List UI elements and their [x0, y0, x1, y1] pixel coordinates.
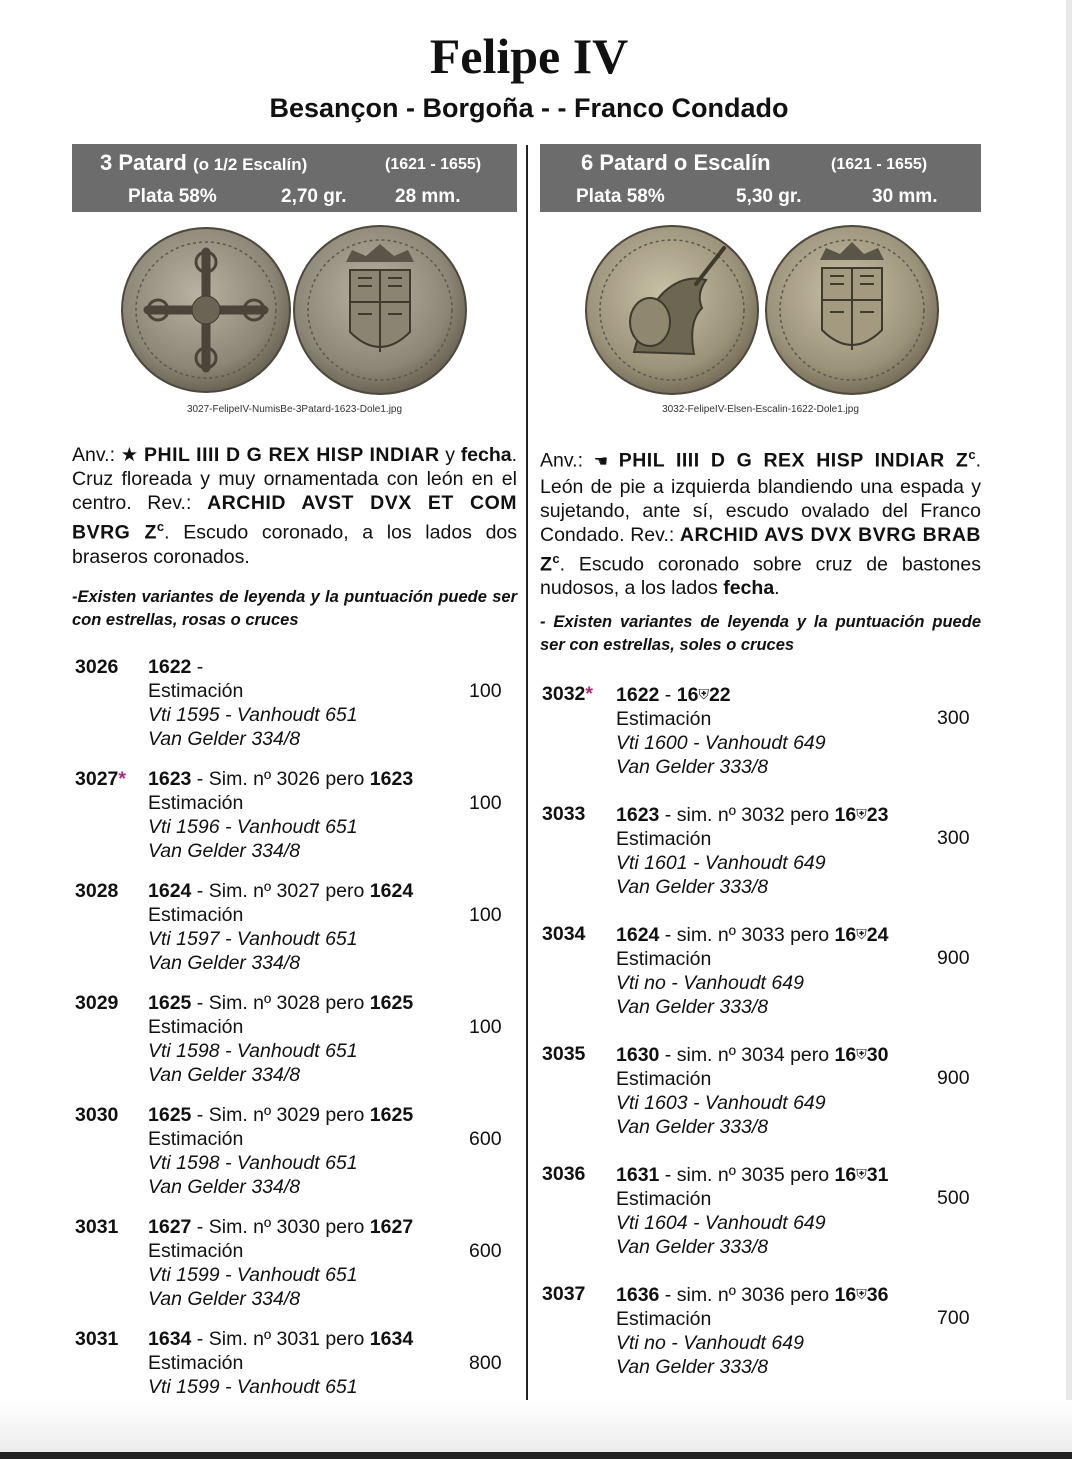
catalog-entry: [72, 879, 517, 979]
entry-title: 1630 - sim. nº 3034 pero 16⛨30: [616, 1044, 889, 1066]
entry-reference-2: Van Gelder 333/8: [616, 756, 769, 778]
estimate-label: Estimación: [148, 1128, 244, 1150]
entry-number: 3029: [75, 992, 119, 1014]
entry-reference-1: Vti 1597 - Vanhoudt 651: [148, 928, 358, 950]
catalog-entry: [540, 922, 981, 1022]
entry-number: 3035: [542, 1043, 586, 1065]
entry-year: 1634: [148, 1328, 192, 1350]
entry-reference-2: Van Gelder 334/8: [148, 952, 301, 974]
entry-number: 3026: [75, 656, 119, 678]
estimate-label: Estimación: [616, 948, 712, 970]
entry-number: 3028: [75, 880, 119, 902]
estimate-price: 900: [937, 1067, 970, 1089]
entry-number: 3036: [542, 1163, 586, 1185]
estimate-price: 300: [937, 827, 970, 849]
estimate-label: Estimación: [148, 904, 244, 926]
image-caption: 3032-FelipeIV-Elsen-Escalin-1622-Dole1.jpg: [662, 404, 859, 415]
estimate-label: Estimación: [616, 1188, 712, 1210]
estimate-label: Estimación: [616, 708, 712, 730]
coin-description: Anv.: ★ PHIL IIII D G REX HISP INDIAR y fecha. Cruz floreada y muy ornamentada con león en el centro. Rev.: ARCHID AVST DVX ET COM BVRG $Z^c$. Escudo coronado, a los lados dos braseros coronados.: [72, 444, 518, 568]
entry-reference-2: Van Gelder 334/8: [148, 840, 301, 862]
shield-icon: ⛨: [856, 1166, 867, 1182]
entry-reference-2: Van Gelder 333/8: [616, 876, 769, 898]
entry-body: [148, 879, 413, 975]
shield-icon: ⛨: [856, 1046, 867, 1062]
highlight-star-icon: *: [118, 768, 126, 790]
entry-reference-2: Van Gelder 334/8: [148, 728, 301, 750]
coin-photo-6-patard: [584, 222, 940, 398]
entry-title: 1622 -: [148, 656, 204, 678]
entry-reference-2: Van Gelder 334/8: [148, 1176, 301, 1198]
entry-body: [616, 802, 888, 899]
entry-description: Sim. nº 3029 pero: [208, 1104, 370, 1126]
estimate-label: Estimación: [148, 680, 244, 702]
coin-weight: 2,70 gr.: [281, 186, 347, 207]
entry-body: [148, 767, 413, 863]
pointing-hand-icon: ☚: [593, 453, 609, 471]
entry-reference-1: Vti 1599 - Vanhoudt 651: [148, 1376, 358, 1398]
entry-title: 1631 - sim. nº 3035 pero 16⛨31: [616, 1164, 889, 1186]
entry-reference-1: Vti 1599 - Vanhoudt 651: [148, 1264, 358, 1286]
catalog-entry: [72, 991, 517, 1091]
estimate-price: 600: [469, 1240, 502, 1262]
entry-number: 3032*: [542, 683, 593, 705]
estimate-price: 100: [469, 680, 502, 702]
entry-year: 1623: [148, 768, 192, 790]
entry-title: 1623 - Sim. nº 3026 pero 1623: [148, 768, 414, 790]
entry-year: 1623: [616, 804, 660, 826]
entry-title: 1624 - sim. nº 3033 pero 16⛨24: [616, 924, 889, 946]
entry-description: Sim. nº 3031 pero: [208, 1328, 370, 1350]
entry-reference-2: Van Gelder 333/8: [616, 996, 769, 1018]
entry-body: [148, 991, 413, 1087]
entry-reference-1: Vti 1598 - Vanhoudt 651: [148, 1040, 358, 1062]
entry-title: 1625 - Sim. nº 3029 pero 1625: [148, 1104, 414, 1126]
entry-number: 3033: [542, 803, 586, 825]
catalog-entry: [540, 1042, 981, 1142]
estimate-label: Estimación: [616, 1068, 712, 1090]
entry-description: Sim. nº 3026 pero: [208, 768, 370, 790]
coin-photo-3-patard: [118, 222, 468, 398]
entry-reference-2: Van Gelder 334/8: [148, 1064, 301, 1086]
catalog-entry: [72, 767, 517, 867]
page-edge: [1066, 0, 1072, 1459]
entry-reference-2: Van Gelder 333/8: [616, 1236, 769, 1258]
entry-reference-2: Van Gelder 333/8: [616, 1356, 769, 1378]
estimate-price: 300: [937, 707, 970, 729]
entry-reference-1: Vti no - Vanhoudt 649: [616, 1332, 804, 1354]
entry-title: 1634 - Sim. nº 3031 pero 1634: [148, 1328, 414, 1350]
entry-reference-1: Vti 1603 - Vanhoudt 649: [616, 1092, 826, 1114]
entry-reference-2: Van Gelder 333/8: [616, 1116, 769, 1138]
estimate-price: 100: [469, 904, 502, 926]
entry-body: [148, 1215, 413, 1311]
shield-icon: ⛨: [856, 1286, 867, 1302]
entry-number: 3031: [75, 1328, 119, 1350]
image-caption: 3027-FelipeIV-NumisBe-3Patard-1623-Dole1.jpg: [186, 404, 403, 415]
catalog-entry: [540, 1162, 981, 1262]
entry-year: 1624: [616, 924, 660, 946]
estimate-price: 700: [937, 1307, 970, 1329]
shield-icon: ⛨: [856, 806, 867, 822]
coin-description: Anv.: ☚ PHIL IIII D G REX HISP INDIAR $Z^c$. León de pie a izquierda blandiendo una espada y sujetando, ante sí, escudo ovalado del Franco Condado. Rev.: ARCHID AVS DVX BVRG BRAB $Z^c$. Escudo coronado sobre cruz de bastones nudosos, a los lados fecha.: [540, 447, 981, 599]
entry-reference-1: Vti 1601 - Vanhoudt 649: [616, 852, 826, 874]
entry-year: 1627: [148, 1216, 192, 1238]
coin-metal: Plata 58%: [576, 186, 665, 207]
entry-body: [148, 655, 358, 751]
reverse-coin: [294, 226, 466, 394]
catalog-entry: [72, 1215, 517, 1315]
estimate-price: 800: [469, 1352, 502, 1374]
estimate-label: Estimación: [616, 1308, 712, 1330]
estimate-price: 600: [469, 1128, 502, 1150]
entry-description: sim. nº 3036 pero: [676, 1284, 835, 1306]
entry-year: 1624: [148, 880, 192, 902]
entry-reference-1: Vti 1595 - Vanhoudt 651: [148, 704, 358, 726]
entry-number: 3037: [542, 1283, 586, 1305]
obverse-coin: [122, 228, 290, 392]
entry-year: 1630: [616, 1044, 660, 1066]
shield-icon: ⛨: [856, 926, 867, 942]
catalog-entry: [540, 802, 981, 902]
coin-name-note: (o 1/2 Escalín): [192, 155, 308, 174]
highlight-star-icon: *: [585, 683, 593, 705]
estimate-label: Estimación: [148, 1240, 244, 1262]
variants-note: - Existen variantes de leyenda y la puntuación puede ser con estrellas, soles o cruces: [540, 613, 981, 654]
entry-title: 1624 - Sim. nº 3027 pero 1624: [148, 880, 414, 902]
entry-description: sim. nº 3032 pero: [676, 804, 835, 826]
estimate-price: 100: [469, 1016, 502, 1038]
catalog-entry: [72, 655, 517, 755]
entry-reference-1: Vti no - Vanhoudt 649: [616, 972, 804, 994]
estimate-label: Estimación: [148, 792, 244, 814]
coin-header-3-patard: [72, 144, 517, 212]
coin-dates: (1621 - 1655): [831, 156, 928, 173]
entry-number: 3030: [75, 1104, 119, 1126]
coin-metal: Plata 58%: [128, 186, 217, 207]
entry-number: 3034: [542, 923, 586, 945]
entry-description: sim. nº 3033 pero: [676, 924, 835, 946]
page-title: Felipe IV: [429, 28, 629, 84]
coin-weight: 5,30 gr.: [736, 186, 802, 207]
entry-title: 1623 - sim. nº 3032 pero 16⛨23: [616, 804, 889, 826]
coin-diameter: 28 mm.: [395, 186, 461, 207]
entry-body: [148, 1103, 413, 1199]
coin-name: 3 Patard: [100, 150, 187, 175]
entry-title: 1622 - 16⛨22: [616, 684, 731, 706]
estimate-price: 100: [469, 792, 502, 814]
reverse-coin: [766, 226, 938, 394]
entry-body: [616, 1042, 888, 1139]
entry-description: Sim. nº 3028 pero: [208, 992, 370, 1014]
entry-reference-1: Vti 1598 - Vanhoudt 651: [148, 1152, 358, 1174]
variants-note: -Existen variantes de leyenda y la puntuación puede ser con estrellas, rosas o cruces: [72, 588, 517, 629]
obverse-coin: [586, 226, 758, 394]
entry-description: Sim. nº 3027 pero: [208, 880, 370, 902]
column-divider: [526, 145, 528, 1410]
entry-number: 3031: [75, 1216, 119, 1238]
estimate-label: Estimación: [148, 1016, 244, 1038]
entry-year: 1622: [148, 656, 192, 678]
entry-title: 1627 - Sim. nº 3030 pero 1627: [148, 1216, 414, 1238]
estimate-price: 500: [937, 1187, 970, 1209]
entry-description: sim. nº 3035 pero: [676, 1164, 835, 1186]
page-subtitle: Besançon - Borgoña - - Franco Condado: [269, 93, 789, 123]
coin-diameter: 30 mm.: [872, 186, 938, 207]
coin-header-6-patard: [540, 144, 981, 212]
entry-body: [616, 1162, 888, 1259]
entry-year: 1631: [616, 1164, 660, 1186]
entry-body: [616, 682, 826, 779]
coin-name: 6 Patard o Escalín: [581, 150, 771, 175]
entry-title: 1636 - sim. nº 3036 pero 16⛨36: [616, 1284, 889, 1306]
page-bottom-shadow: [0, 1400, 1072, 1452]
catalog-entry: [540, 682, 981, 782]
estimate-price: 900: [937, 947, 970, 969]
entry-reference-1: Vti 1596 - Vanhoudt 651: [148, 816, 358, 838]
shield-icon: ⛨: [698, 686, 709, 702]
catalog-entry: [540, 1282, 981, 1382]
page-bottom-border: [0, 1452, 1072, 1459]
coin-dates: (1621 - 1655): [385, 156, 482, 173]
entry-reference-1: Vti 1604 - Vanhoudt 649: [616, 1212, 826, 1234]
entry-reference-2: Van Gelder 334/8: [148, 1288, 301, 1310]
estimate-label: Estimación: [148, 1352, 244, 1374]
entry-year: 1636: [616, 1284, 660, 1306]
entry-year: 1622: [616, 684, 660, 706]
entry-number: 3027*: [75, 768, 126, 790]
star-icon: ★: [120, 444, 139, 466]
entry-description: sim. nº 3034 pero: [676, 1044, 835, 1066]
entry-reference-1: Vti 1600 - Vanhoudt 649: [616, 732, 826, 754]
entry-description: Sim. nº 3030 pero: [208, 1216, 370, 1238]
entry-body: [616, 922, 888, 1019]
entry-year: 1625: [148, 1104, 192, 1126]
entry-year: 1625: [148, 992, 192, 1014]
entry-title: 1625 - Sim. nº 3028 pero 1625: [148, 992, 414, 1014]
entry-body: [616, 1282, 888, 1379]
estimate-label: Estimación: [616, 828, 712, 850]
catalog-entry: [72, 1103, 517, 1203]
